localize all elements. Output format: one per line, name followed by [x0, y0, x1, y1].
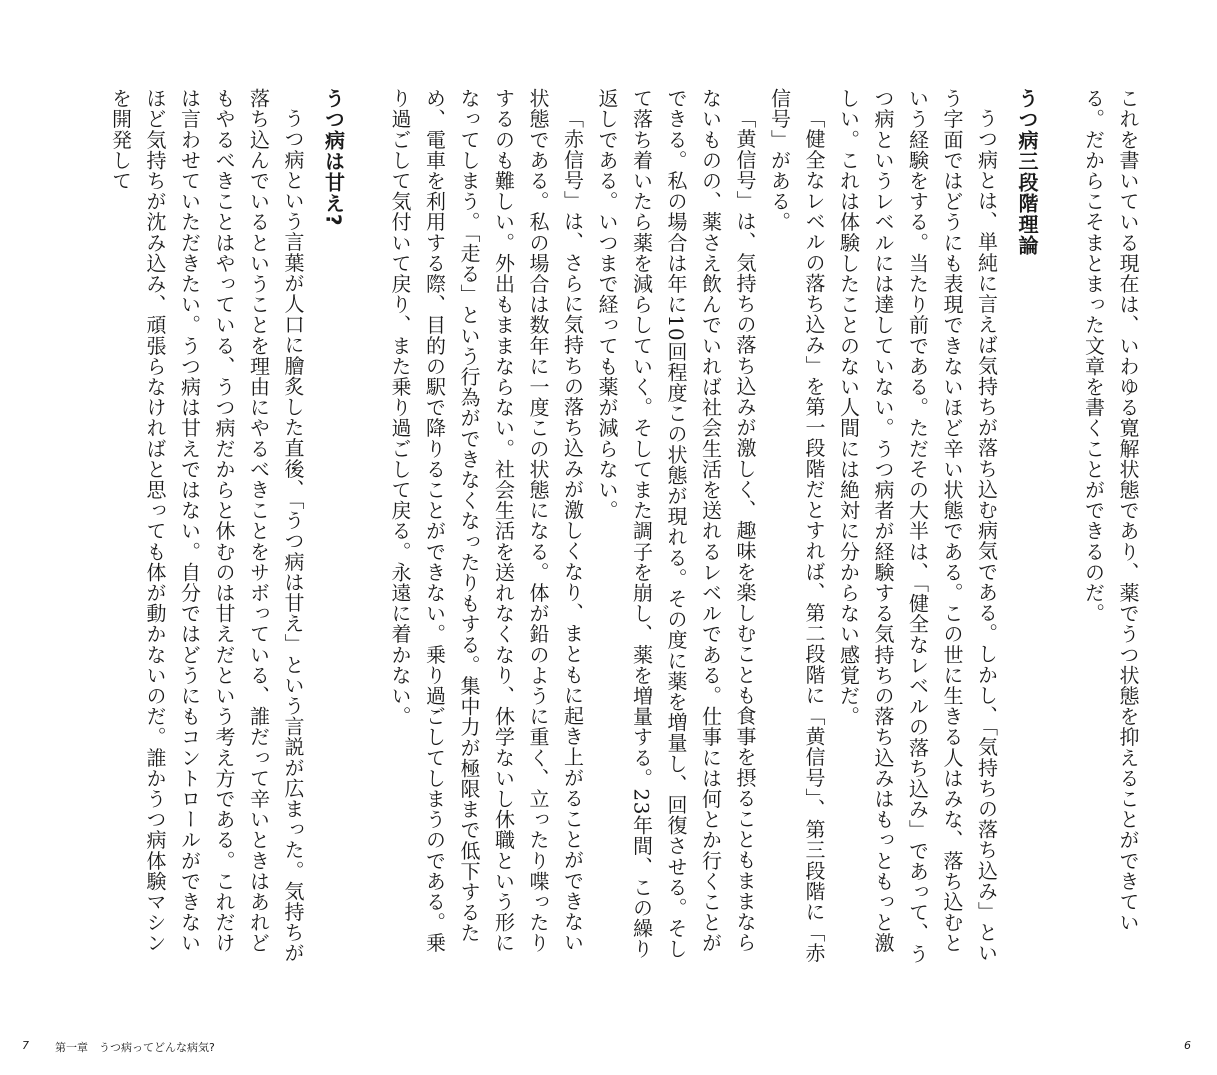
- section-gap: [351, 88, 383, 968]
- paragraph-red-signal: 「赤信号」は、さらに気持ちの落ち込みが激しくなり、まともに起き上がることができない状態である。私の場合は数年に一度この状態になる。体が鉛のように重く、立ったり喋ったりするのも難しい。外出もままならない。社会生活を送れなくなり、休学ないし休職という形になってしまう。「走る」という行為ができなくなったりもする。集中力が極限まで低下するため、電車を利用する際、目的の駅で降りることができない。乗り過ごしてしまうのである。乗り過ごして気付いて戻り、また乗り過ごして戻る。永遠に着かない。: [388, 88, 585, 954]
- footer-left: [22, 1039, 215, 1055]
- page-number-left: 7: [22, 1039, 29, 1052]
- vertical-body-text: [103, 88, 1145, 968]
- paragraph-not-laziness: うつ病という言葉が人口に膾炙した直後、「うつ病は甘え」という言説が広まった。気持ちが落ち込んでいるということを理由にやるべきことをサボっている、誰だって辛いときはあれどもやるべきことはやっている、うつ病だからと休むのは甘えだという考え方である。これだけは言わせていただきたい。うつ病は甘えではない。自分ではどうにもコントロールができないほど気持ちが沈み込み、頑張らなければと思っても体が動かないのだ。誰かうつ病体験マシンを開発して: [108, 88, 305, 964]
- section-gap: [1044, 88, 1076, 968]
- paragraph-stages: 「健全なレベルの落ち込み」を第一段階だとすれば、第二段階に「黄信号」、第三段階に「赤信号」がある。: [767, 88, 826, 964]
- paragraph-intro: これを書いている現在は、いわゆる寛解状態であり、薬でうつ状態を抑えることができている。だからこそまとまった文章を書くことができるのだ。: [1081, 88, 1140, 933]
- running-head: 第一章 うつ病ってどんな病気?: [55, 1041, 215, 1054]
- section-heading-three-stages: うつ病三段階理論: [1015, 88, 1039, 256]
- section-heading-not-laziness: うつ病は甘え?: [321, 88, 346, 227]
- paragraph-definition: うつ病とは、単純に言えば気持ちが落ち込む病気である。しかし、「気持ちの落ち込み」という字面ではどうにも表現できないほど辛い状態である。この世に生きる人はみな、落ち込むという経験をする。当たり前である。ただその大半は、「健全なレベルの落ち込み」であって、うつ病というレベルには達していない。うつ病者が経験する気持ちの落ち込みはもっともっと激しい。これは体験したことのない人間には絶対に分からない感覚だ。: [836, 88, 999, 964]
- paragraph-yellow-signal: 「黄信号」は、気持ちの落ち込みが激しく、趣味を楽しむことも食事を摂ることもままならないものの、薬さえ飲んでいれば社会生活を送れるレベルである。仕事には何とか行くことができる。私の場合は年に10回程度この状態が現れる。その度に薬を増量し、回復させる。そして落ち着いたら薬を減らしていく。そしてまた調子を崩し、薬を増量する。23年間、この繰り返しである。いつまで経っても薬が減らない。: [595, 88, 757, 960]
- page-number-right: 6: [1184, 1039, 1191, 1052]
